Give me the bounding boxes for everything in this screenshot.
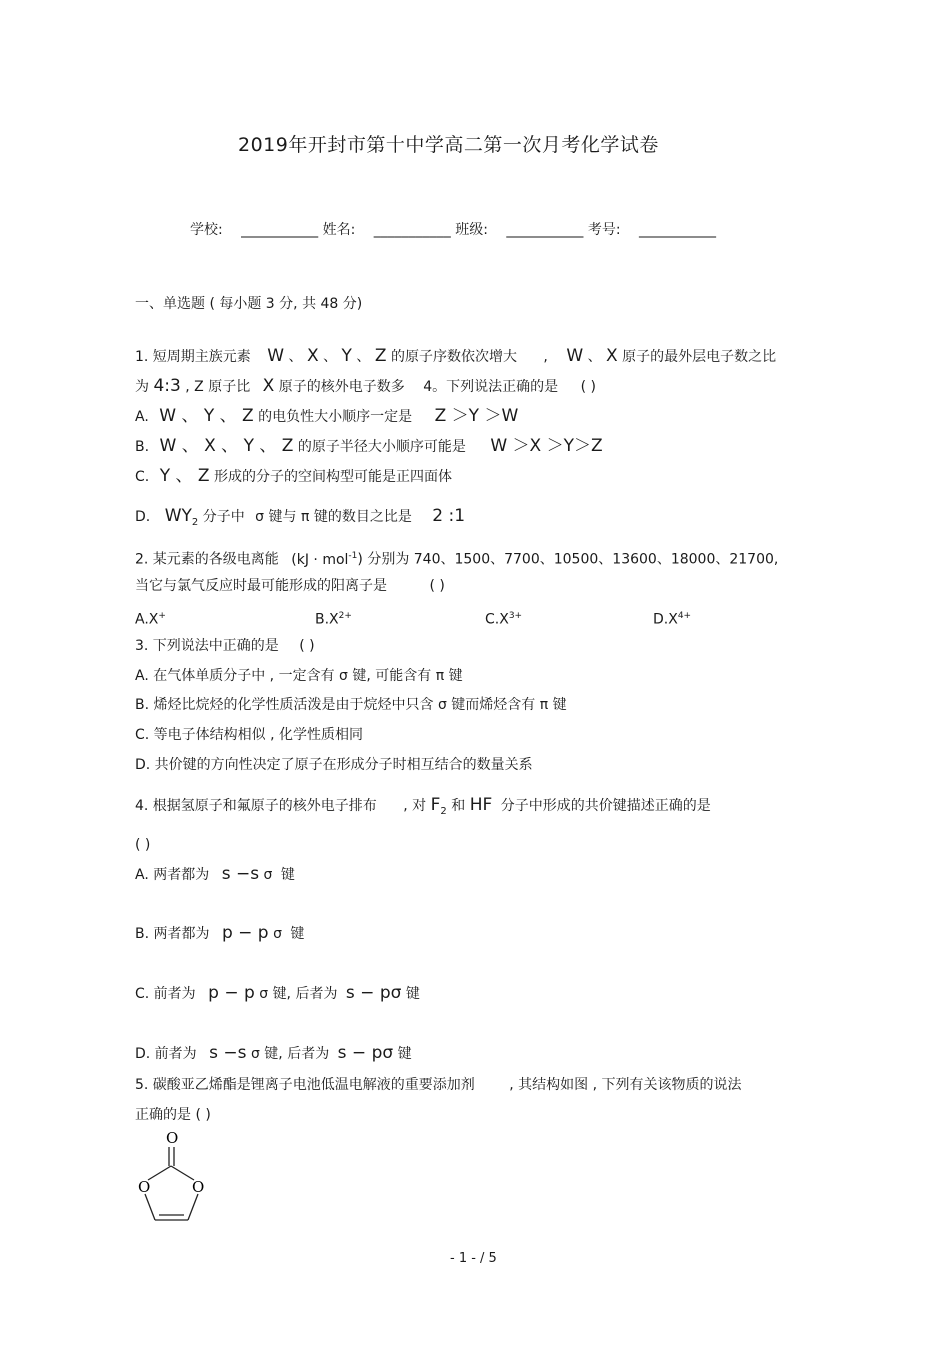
q1-option-a: [135, 406, 518, 427]
vinylene-carbonate-structure: [130, 1128, 210, 1228]
separator: 、: [356, 349, 371, 365]
q4-text: 4. 根据氢原子和氟原子的核外电子排布: [135, 798, 377, 814]
atom-oxygen-right: O: [192, 1178, 205, 1196]
section-heading: 一、单选题 ( 每小题 3 分, 共 48 分): [135, 296, 363, 312]
q3-text: 3. 下列说法中正确的是: [135, 638, 279, 654]
element-x: X: [606, 346, 618, 366]
option-order: Z ＞Y ＞W: [434, 406, 519, 426]
ratio-value: 4:3: [153, 376, 181, 396]
bond-type: p − p: [221, 923, 269, 943]
q2-text: 2. 某元素的各级电离能: [135, 551, 279, 568]
option-label: D. 前者为: [135, 1046, 197, 1062]
q4-text: 分子中形成的共价键描述正确的是: [500, 798, 711, 814]
element-z: Z: [374, 346, 387, 366]
q1-text: 的原子序数依次增大: [390, 349, 517, 365]
option-text: 形成的分子的空间构型可能是正四面体: [213, 469, 452, 485]
answer-blank: ( ): [429, 578, 445, 594]
option-text: A.X: [135, 611, 159, 628]
sigma-symbol: σ: [250, 1046, 260, 1062]
unit-text: (kJ · mol: [291, 551, 349, 568]
q1-option-d: [135, 506, 465, 533]
bond-type: s −s: [209, 1043, 247, 1063]
number-label: 考号:: [587, 222, 621, 238]
option-text: 键: [290, 926, 305, 942]
q1-option-c: [135, 466, 452, 487]
q1-text: 4。下列说法正确的是: [423, 379, 559, 395]
molecule-formula: HF: [469, 795, 493, 815]
q1-text: 为: [135, 379, 149, 395]
option-text: 分子中: [202, 509, 245, 525]
q5-text: 5. 碳酸亚乙烯酯是锂离子电池低温电解液的重要添加剂: [135, 1077, 475, 1093]
molecule-formula: F: [430, 795, 441, 815]
bond-type: s − pσ: [345, 983, 402, 1003]
page-title: 2019年开封市第十中学高二第一次月考化学试卷: [238, 134, 659, 156]
option-text: 键的数目之比是: [313, 509, 412, 525]
class-label: 班级:: [455, 222, 488, 238]
option-text: 的原子半径大小顺序可能是: [297, 439, 466, 455]
option-label: A.: [135, 409, 149, 425]
name-label: 姓名:: [322, 222, 356, 238]
subscript: 2: [191, 516, 199, 528]
separator: 、: [323, 349, 338, 365]
q3-option-c: C. 等电子体结构相似 , 化学性质相同: [135, 727, 364, 743]
q5-text: , 其结构如图 , 下列有关该物质的说法: [509, 1077, 742, 1093]
q2-option-b: [315, 606, 352, 630]
element-w: W: [566, 346, 584, 366]
sigma-symbol: σ: [263, 867, 273, 883]
q1-line1: [135, 346, 776, 367]
q5-line2: 正确的是 ( ): [135, 1107, 211, 1123]
name-blank: ___________: [373, 222, 451, 238]
option-label: A. 两者都为: [135, 867, 210, 883]
q5-line1: [135, 1075, 742, 1095]
option-text: 键: [405, 986, 420, 1002]
option-elements: W 、 Y 、 Z: [159, 406, 254, 426]
bond-line: [145, 1194, 155, 1220]
student-info-line: [190, 219, 716, 239]
option-label: C. 前者为: [135, 986, 196, 1002]
element-x: X: [262, 376, 275, 396]
option-text: 键: [280, 867, 295, 883]
separator: 、: [288, 349, 303, 365]
q3-option-b: B. 烯烃比烷烃的化学性质活泼是由于烷烃中只含 σ 键而烯烃含有 π 键: [135, 697, 567, 713]
page-number: - 1 - / 5: [450, 1251, 497, 1266]
element-y: Y: [341, 346, 352, 366]
q1-text: 1. 短周期主族元素: [135, 349, 251, 365]
bond-line: [171, 1166, 194, 1180]
q4-stem: [135, 795, 711, 822]
number-blank: ___________: [639, 222, 717, 238]
superscript: 2+: [338, 611, 352, 621]
school-blank: ___________: [241, 222, 319, 238]
q4-answer-blank: ( ): [135, 837, 151, 853]
option-label: B.: [135, 439, 150, 455]
q2-text: ) 分别为 740、1500、7700、10500、13600、18000、21700,: [357, 551, 779, 568]
q4-text: , 对: [403, 798, 427, 814]
option-text: 键: [397, 1046, 412, 1062]
q1-option-b: [135, 436, 603, 457]
option-elements: W 、 X 、 Y 、 Z: [159, 436, 294, 456]
element-w: W: [267, 346, 285, 366]
option-label: C.: [135, 469, 150, 485]
q2-option-d: [653, 606, 691, 630]
option-order: W ＞X ＞Y＞Z: [490, 436, 603, 456]
option-text: D.X: [653, 611, 678, 628]
pi-symbol: π: [300, 509, 310, 525]
q1-text: 原子的最外层电子数之比: [622, 349, 777, 365]
q2-option-c: [485, 606, 522, 630]
q1-text: , Z 原子比: [185, 379, 251, 395]
bond-type: s − pσ: [337, 1043, 394, 1063]
q1-text: 原子的核外电子数多: [278, 379, 405, 395]
option-elements: Y 、 Z: [159, 466, 210, 486]
superscript: 3+: [508, 611, 523, 621]
class-blank: ___________: [506, 222, 584, 238]
q4-option-a: [135, 864, 295, 885]
q4-option-c: [135, 983, 420, 1004]
option-text: B.X: [315, 611, 339, 628]
bond-type: p − p: [208, 983, 255, 1003]
atom-oxygen-top: O: [166, 1129, 179, 1147]
superscript: 4+: [677, 611, 692, 621]
superscript: -1: [348, 551, 358, 561]
bond-type: s −s: [221, 864, 260, 884]
atom-oxygen-left: O: [138, 1178, 151, 1196]
sigma-symbol: σ: [255, 509, 265, 525]
q1-line2: [135, 376, 596, 397]
q4-option-b: [135, 923, 304, 944]
option-label: D.: [135, 509, 151, 525]
option-text: 键与: [268, 509, 297, 525]
q4-option-d: [135, 1043, 412, 1064]
answer-blank: ( ): [299, 638, 315, 654]
sigma-symbol: σ: [273, 926, 282, 942]
option-text: 键, 后者为: [264, 1046, 330, 1062]
school-label: 学校:: [190, 222, 223, 238]
option-text: 键, 后者为: [272, 986, 338, 1002]
option-text: C.X: [485, 611, 509, 628]
separator: 、: [587, 349, 602, 365]
q2-line2: [135, 576, 445, 596]
bond-line: [188, 1194, 198, 1220]
element-x: X: [306, 346, 319, 366]
option-label: B. 两者都为: [135, 926, 210, 942]
q2-text: 当它与氯气反应时最可能形成的阳离子是: [135, 578, 387, 594]
molecule-formula: WY: [164, 506, 192, 526]
bond-line: [148, 1166, 171, 1180]
answer-blank: ( ): [580, 379, 596, 395]
superscript: +: [158, 611, 166, 621]
subscript: 2: [440, 805, 447, 817]
ratio-value: 2 :1: [432, 506, 466, 526]
q2-line1: [135, 546, 778, 570]
q3-option-d: D. 共价键的方向性决定了原子在形成分子时相互结合的数量关系: [135, 757, 533, 773]
q3-stem: [135, 636, 315, 656]
q4-text: 和: [451, 798, 466, 814]
separator: ,: [543, 349, 548, 365]
option-text: 的电负性大小顺序一定是: [258, 409, 413, 425]
q3-option-a: A. 在气体单质分子中 , 一定含有 σ 键, 可能含有 π 键: [135, 668, 463, 684]
q2-option-a: [135, 606, 166, 630]
sigma-symbol: σ: [259, 986, 269, 1002]
